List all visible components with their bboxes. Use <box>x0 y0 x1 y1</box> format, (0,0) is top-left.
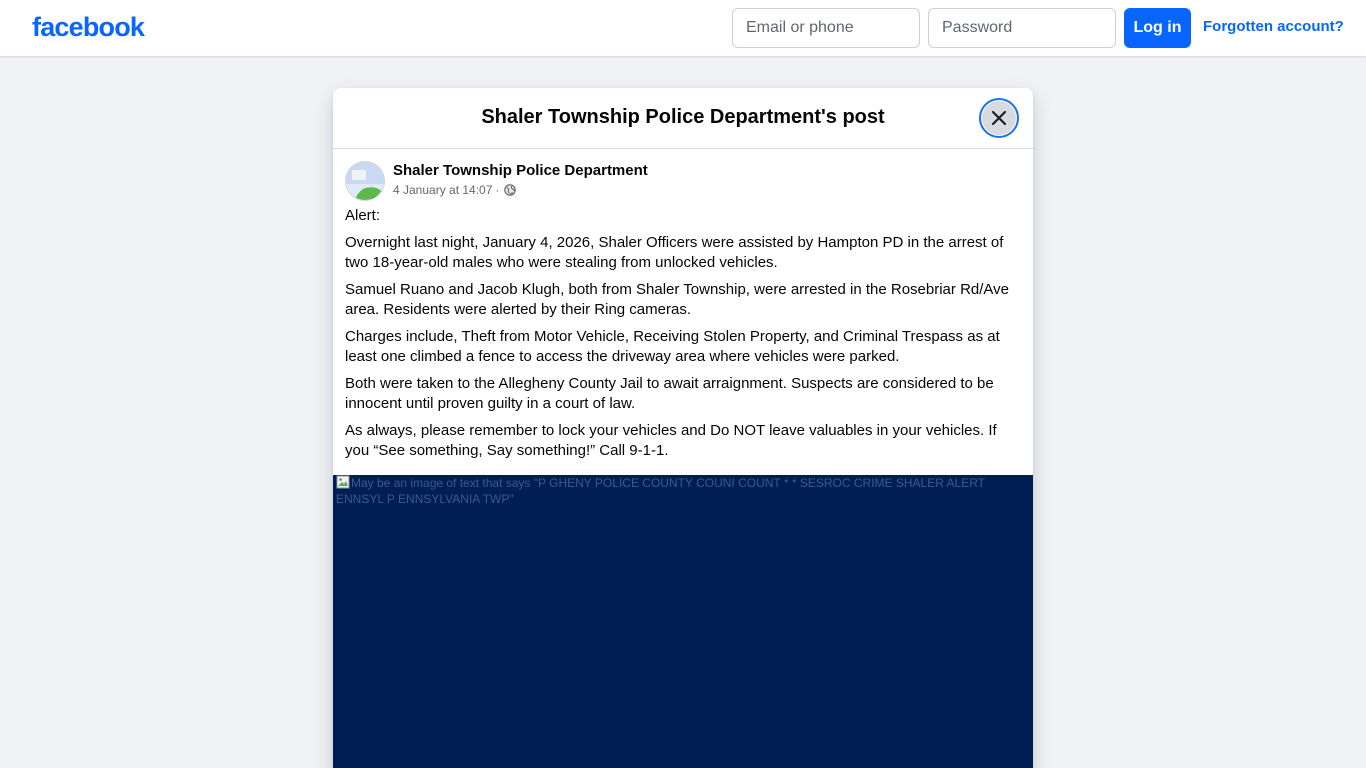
post-paragraph: Charges include, Theft from Motor Vehicle, Receiving Stolen Property, and Criminal Trespass as at least one climbed a fence to access the driveway area where vehicles were parked. <box>345 328 1000 365</box>
post-paragraph: Samuel Ruano and Jacob Klugh, both from Shaler Township, were arrested in the Rosebriar Rd/Ave area. Residents were alerted by their Ring cameras. <box>345 281 1009 318</box>
post-dialog <box>333 88 1033 768</box>
post-paragraph: Both were taken to the Allegheny County Jail to await arraignment. Suspects are considered to be innocent until proven guilty in a court of law. <box>345 375 994 412</box>
avatar-image <box>346 162 385 201</box>
close-button[interactable] <box>979 98 1019 138</box>
globe-icon[interactable] <box>504 184 516 196</box>
forgotten-account-link[interactable]: Forgotten account? <box>1203 18 1344 35</box>
top-navigation-bar <box>0 0 1366 56</box>
post-timestamp[interactable]: 4 January at 14:07 <box>393 183 493 197</box>
post-body <box>345 206 1023 468</box>
email-input[interactable] <box>732 8 920 48</box>
facebook-logo[interactable]: facebook <box>32 12 145 42</box>
post-image[interactable] <box>333 475 1033 768</box>
broken-image-icon <box>336 475 350 489</box>
post-paragraph: Overnight last night, January 4, 2026, Shaler Officers were assisted by Hampton PD in the arrest of two 18-year-old males who were stealing from unlocked vehicles. <box>345 234 1004 271</box>
image-alt-text: May be an image of text that says "P GHENY POLICE COUNTY COUNI COUNT * * SESROC CRIME SHALER ALERT ENNSYL P ENNSYLVANIA TWP" <box>336 476 985 506</box>
page-avatar[interactable] <box>345 161 385 201</box>
login-button[interactable]: Log in <box>1124 8 1191 48</box>
post-paragraph: Alert: <box>345 207 381 224</box>
meta-separator: · <box>495 183 500 197</box>
dialog-title: Shaler Township Police Department's post <box>481 106 885 128</box>
post-paragraph: As always, please remember to lock your vehicles and Do NOT leave valuables in your vehicles. If you “See something, Say something!” Call 9-1-1. <box>345 422 997 459</box>
close-icon <box>989 108 1009 128</box>
author-name[interactable]: Shaler Township Police Department <box>393 162 648 179</box>
password-input[interactable] <box>928 8 1116 48</box>
post-meta <box>393 183 516 197</box>
dialog-header <box>333 88 1033 149</box>
image-alt-text-container <box>333 475 1033 507</box>
